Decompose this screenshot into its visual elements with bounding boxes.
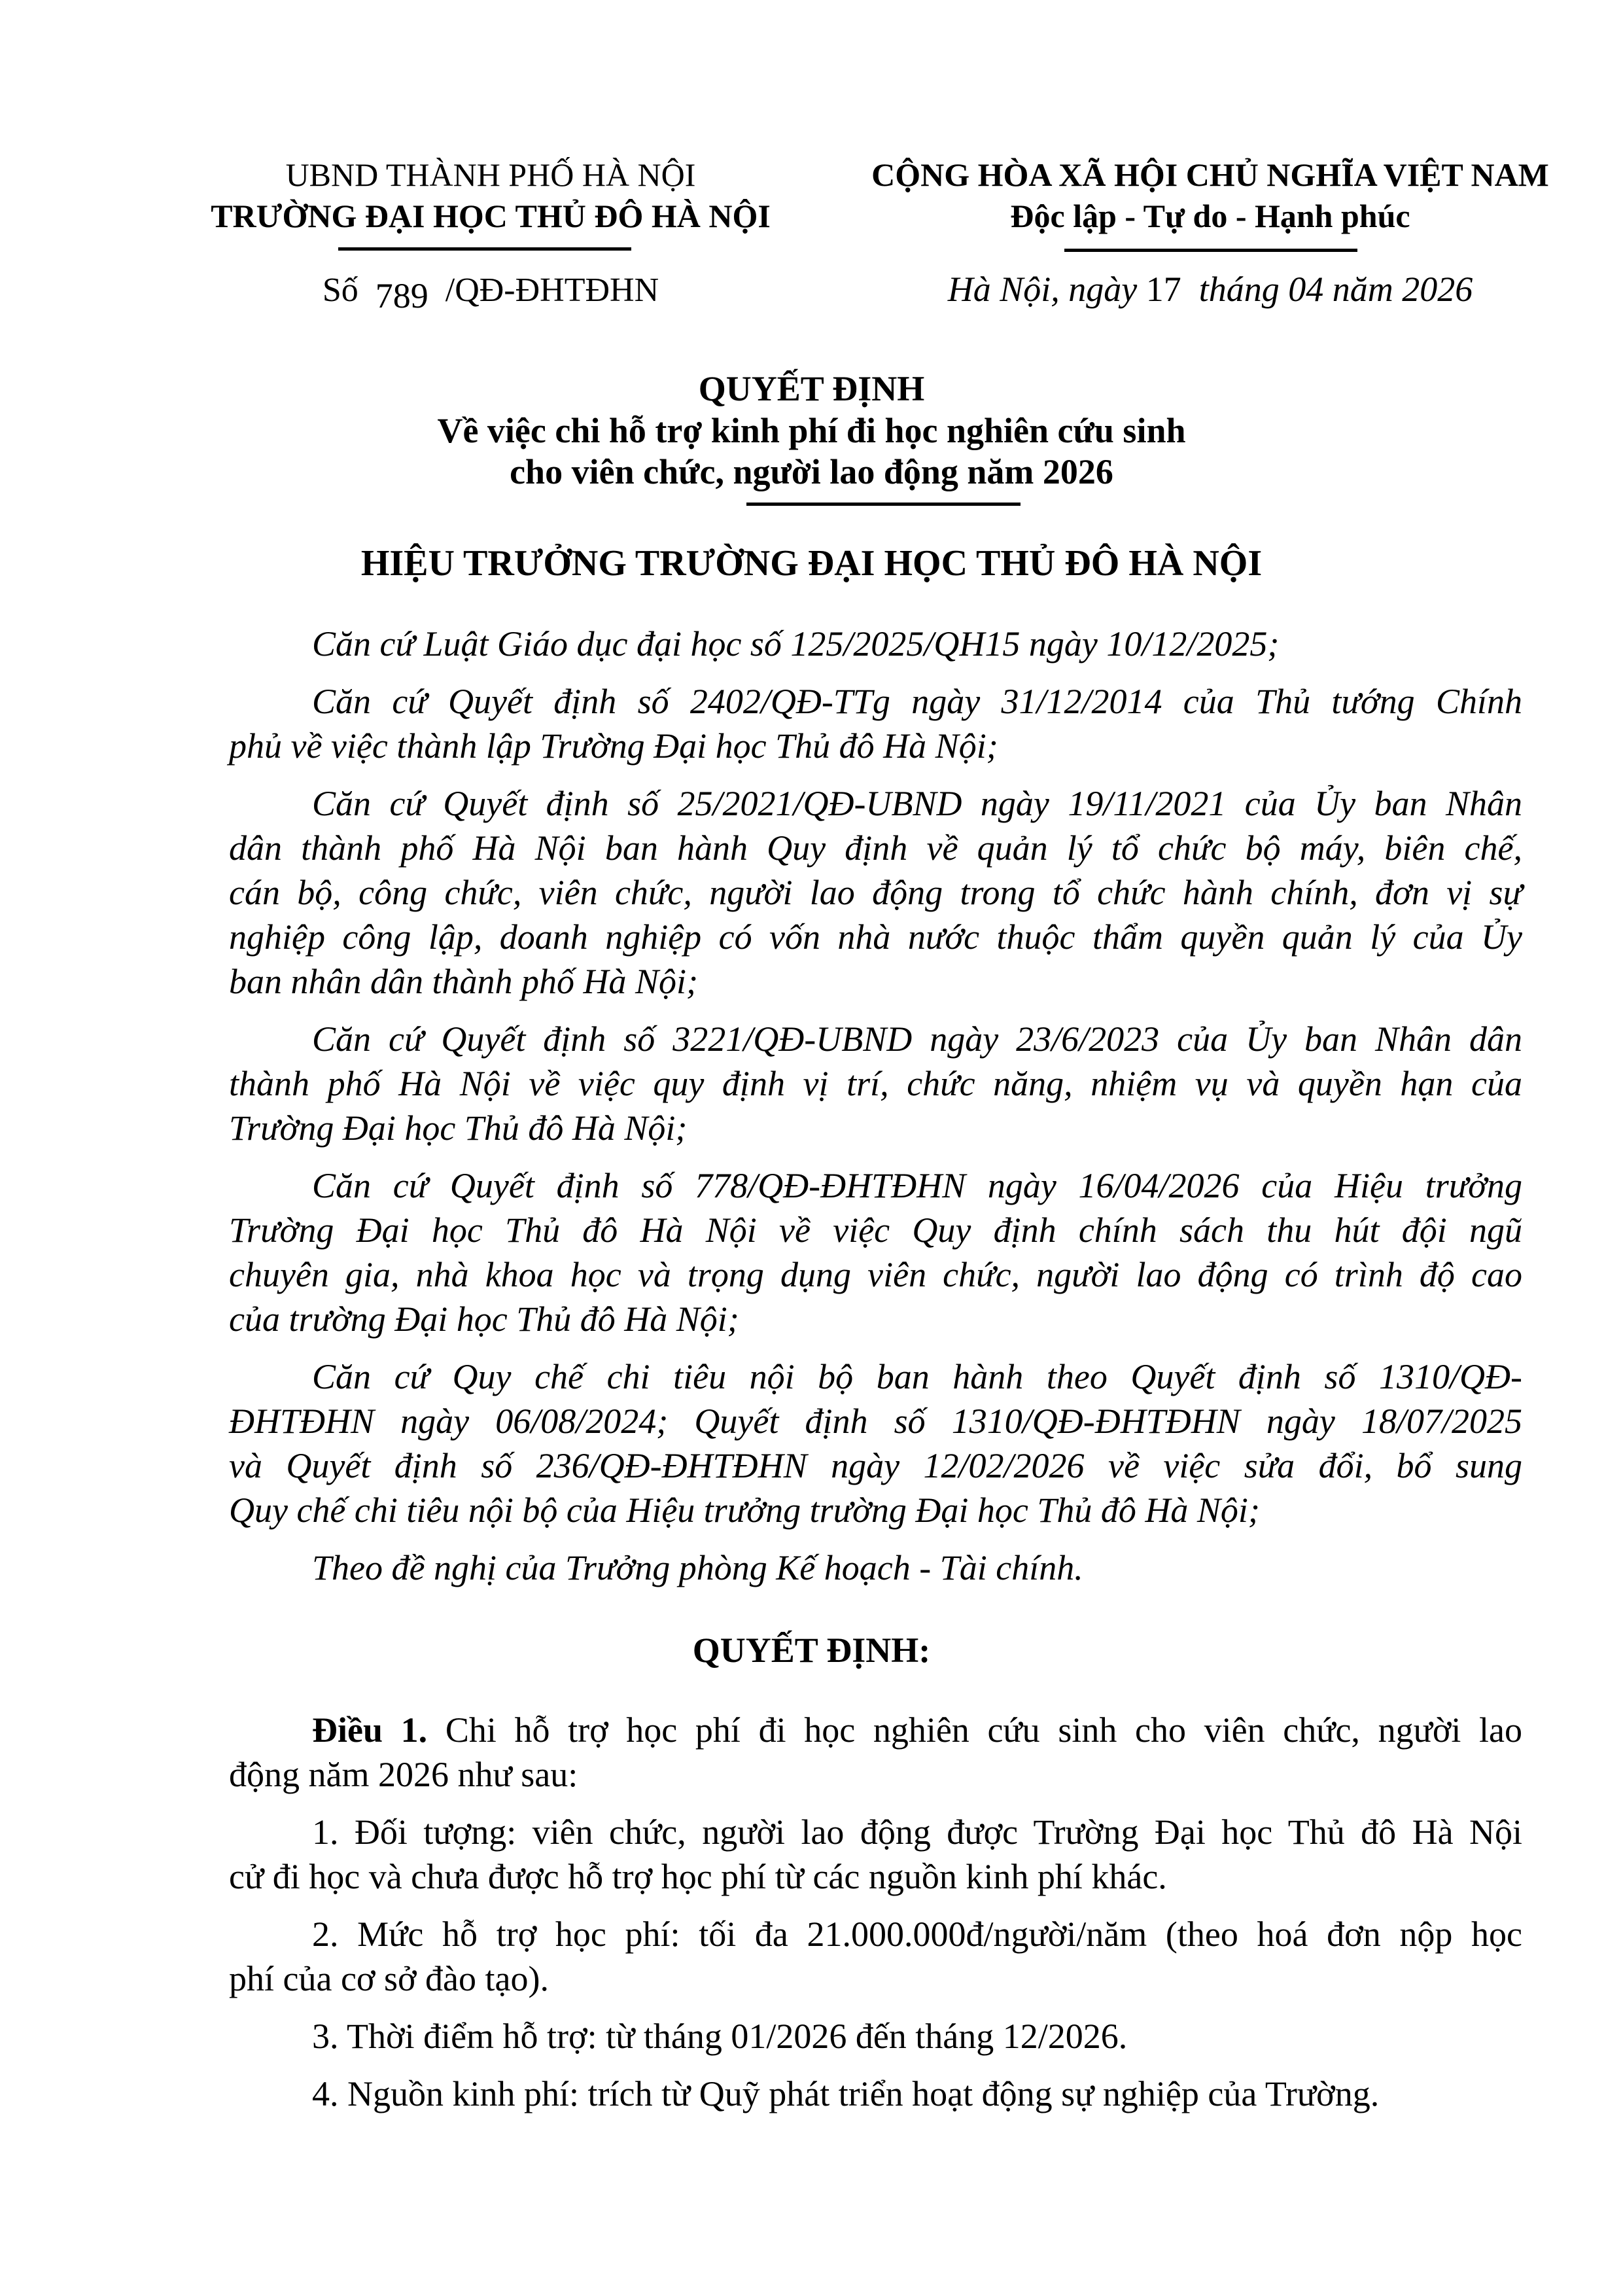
national-motto: Độc lập - Tự do - Hạnh phúc [1010, 198, 1410, 234]
preamble-line: phủ về việc thành lập Trường Đại học Thủ đô Hà Nội; [229, 726, 998, 766]
issue-date [821, 269, 1599, 310]
date-suffix: tháng 04 năm 2026 [1198, 270, 1473, 309]
article-line: động năm 2026 như sau: [229, 1755, 578, 1794]
article-item [229, 1797, 1522, 1899]
preamble-line: Căn cứ Quyết định số 3221/QĐ-UBND ngày 23/6/2023 của Ủy ban Nhân dân [312, 1019, 1522, 1059]
preamble-line: dân thành phố Hà Nội ban hành Quy định về quản lý tổ chức bộ máy, biên chế, [229, 828, 1522, 868]
decision-heading: QUYẾT ĐỊNH: [692, 1631, 931, 1670]
preamble-line: và Quyết định số 236/QĐ-ĐHTĐHN ngày 12/02/2026 về việc sửa đổi, bổ sung [229, 1446, 1522, 1485]
document-number [164, 269, 818, 315]
preamble-line: nghiệp công lập, doanh nghiệp có vốn nhà nước thuộc thẩm quyền quản lý của Ủy [229, 917, 1522, 957]
document-subject-line-2: cho viên chức, người lao động năm 2026 [510, 452, 1113, 491]
preamble-clause [229, 622, 1522, 666]
article-item [229, 2001, 1522, 2058]
preamble-line: Quy chế chi tiêu nội bộ của Hiệu trưởng trường Đại học Thủ đô Hà Nội; [229, 1491, 1260, 1530]
article-item-line: 2. Mức hỗ trợ học phí: tối đa 21.000.000đ/người/năm (theo hoá đơn nộp học [312, 1915, 1522, 1954]
preamble-line: Căn cứ Quyết định số 2402/QĐ-TTg ngày 31/12/2014 của Thủ tướng Chính [312, 682, 1522, 721]
preamble-clause [229, 768, 1522, 1004]
preamble-line: Trường Đại học Thủ đô Hà Nội về việc Quy định chính sách thu hút đội ngũ [229, 1210, 1522, 1250]
article-item-line: 3. Thời điểm hỗ trợ: từ tháng 01/2026 đến tháng 12/2026. [312, 2017, 1128, 2056]
preamble-clause [229, 1004, 1522, 1150]
header-left-divider [338, 247, 631, 251]
article-1 [229, 1708, 1522, 2116]
preamble-line: Trường Đại học Thủ đô Hà Nội; [229, 1108, 688, 1148]
number-suffix: /QĐ-ĐHTĐHN [445, 272, 659, 309]
preamble-line: Căn cứ Quyết định số 25/2021/QĐ-UBND ngày 19/11/2021 của Ủy ban Nhân [312, 784, 1522, 823]
preamble-clause [229, 1532, 1522, 1590]
preamble-clause [229, 1150, 1522, 1341]
issuing-authority: HIỆU TRƯỞNG TRƯỜNG ĐẠI HỌC THỦ ĐÔ HÀ NỘI [360, 543, 1263, 584]
preamble-line: cán bộ, công chức, viên chức, người lao động trong tổ chức hành chính, đơn vị sự [229, 873, 1522, 912]
preamble-line: chuyên gia, nhà khoa học và trọng dụng viên chức, người lao động có trình độ cao [229, 1255, 1522, 1294]
article-label: Điều 1. [312, 1710, 428, 1750]
article-item-line: 1. Đối tượng: viên chức, người lao động được Trường Đại học Thủ đô Hà Nội [312, 1812, 1522, 1852]
article-item-line: 4. Nguồn kinh phí: trích từ Quỹ phát triển hoạt động sự nghiệp của Trường. [312, 2074, 1380, 2113]
number-prefix: Số [322, 272, 358, 309]
preamble-line: Căn cứ Luật Giáo dục đại học số 125/2025/QH15 ngày 10/12/2025; [312, 624, 1280, 663]
article-1-intro [229, 1708, 1522, 1797]
preamble-line: ban nhân dân thành phố Hà Nội; [229, 962, 699, 1001]
preamble-line: ĐHTĐHN ngày 06/08/2024; Quyết định số 1310/QĐ-ĐHTĐHN ngày 18/07/2025 [229, 1402, 1522, 1441]
preamble-line: Căn cứ Quy chế chi tiêu nội bộ ban hành theo Quyết định số 1310/QĐ- [312, 1357, 1522, 1396]
issuing-agency: UBND THÀNH PHỐ HÀ NỘI [285, 156, 696, 193]
national-title: CỘNG HÒA XÃ HỘI CHỦ NGHĨA VIỆT NAM [871, 156, 1549, 193]
document-type: QUYẾT ĐỊNH [698, 369, 925, 408]
article-text: Chi hỗ trợ học phí đi học nghiên cứu sinh cho viên chức, người lao [445, 1710, 1523, 1750]
article-line [229, 1708, 1522, 1752]
article-item-line: phí của cơ sở đào tạo). [229, 1959, 549, 1998]
issuing-organization: TRƯỜNG ĐẠI HỌC THỦ ĐÔ HÀ NỘI [211, 198, 771, 234]
date-day: 17 [1145, 270, 1181, 309]
article-item-line: cử đi học và chưa được hỗ trợ học phí từ các nguồn kinh phí khác. [229, 1857, 1167, 1896]
preamble-line: Căn cứ Quyết định số 778/QĐ-ĐHTĐHN ngày 16/04/2026 của Hiệu trưởng [312, 1166, 1522, 1205]
article-item [229, 1899, 1522, 2001]
preamble-line: của trường Đại học Thủ đô Hà Nội; [229, 1299, 739, 1339]
preamble-clause [229, 666, 1522, 768]
number-value: 789 [375, 276, 428, 315]
title-divider [746, 503, 1021, 506]
preamble-line: thành phố Hà Nội về việc quy định vị trí, chức năng, nhiệm vụ và quyền hạn của [229, 1064, 1522, 1103]
preamble-clause [229, 1341, 1522, 1532]
preamble-line: Theo đề nghị của Trưởng phòng Kế hoạch - Tài chính. [312, 1548, 1083, 1587]
preamble [229, 622, 1522, 1590]
date-prefix: Hà Nội, ngày [947, 270, 1138, 309]
document-subject-line-1: Về việc chi hỗ trợ kinh phí đi học nghiên cứu sinh [437, 411, 1186, 450]
header-right-divider [1064, 249, 1357, 252]
article-item [229, 2058, 1522, 2116]
